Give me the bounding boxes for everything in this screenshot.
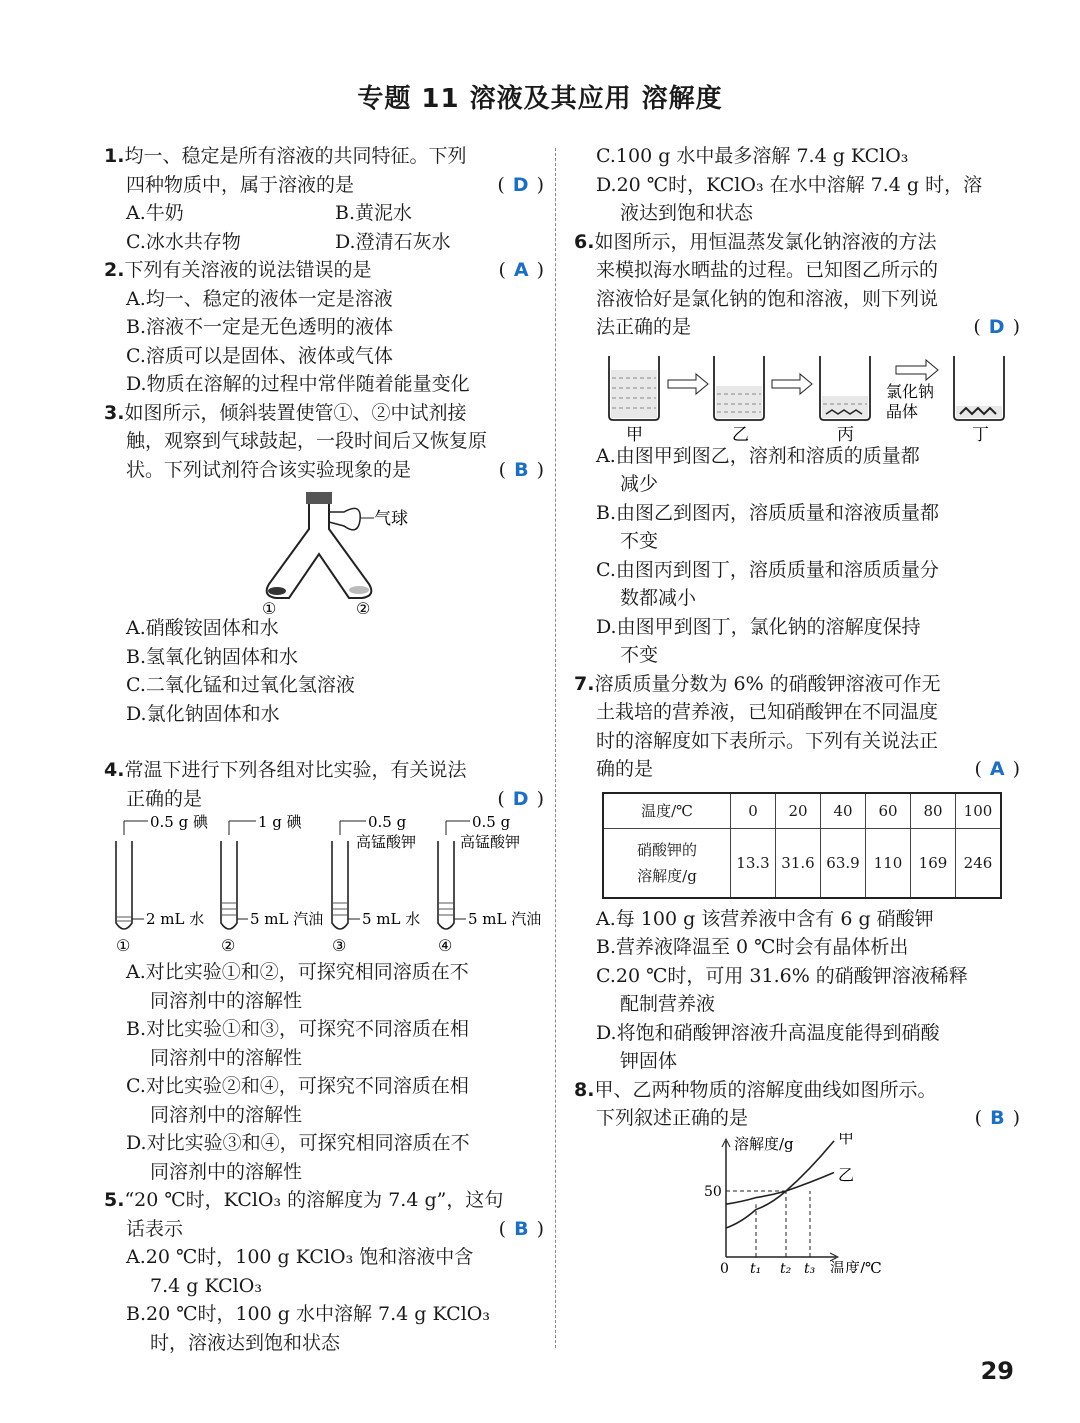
question-1 [104,142,544,256]
option-b-line1: B.由图乙到图丙，溶质质量和溶液质量都 [596,501,940,524]
option-c-line1: C.20 ℃时，可用 31.6% 的硝酸钾溶液稀释 [596,964,968,987]
option-b-line2: 不变 [620,530,659,552]
origin-label: 0 [720,1260,729,1273]
question-3 [104,399,544,729]
table-header-line2: 溶解度/g [637,866,697,885]
beaker-jia [609,356,659,442]
option-a-line1: A.由图甲到图乙，溶剂和溶质的质量都 [596,444,920,467]
x-tick-label: t₂ [780,1260,792,1273]
tube2-label: ② [356,599,371,614]
table-cell: 80 [911,793,956,829]
beaker-ding-label: 丁 [972,424,989,442]
answer-letter: B [514,1217,529,1240]
y-tube-outline [267,504,372,598]
x-tick-label: t₁ [750,1260,762,1273]
option-c-line2: 数都减小 [620,587,697,609]
stem-line: 下列叙述正确的是 [596,1107,749,1129]
stopper-icon [306,492,332,504]
beaker-ding [954,356,1004,442]
table-cell: 60 [866,793,911,829]
answer-letter: D [512,787,529,810]
arrow-icon [772,374,812,394]
solubility-curve-chart [574,1133,1020,1273]
question-number: 3. [104,401,125,424]
option-d-line2: 同溶剂中的溶解性 [150,1160,303,1183]
stem-line: 下列有关溶液的说法错误的是 [124,259,372,281]
tube2-top-label: 1 g 碘 [258,813,302,831]
y-tube-diagram [104,484,544,614]
stem-line: “20 ℃时，KClO₃ 的溶解度为 7.4 g”，这句 [124,1189,504,1211]
option-a: A.牛奶 [126,202,184,224]
table-row [603,793,1001,829]
series-label: 乙 [838,1165,855,1185]
y-tick-label: 50 [704,1183,722,1200]
tube-1 [116,813,209,955]
table-cell: 20 [776,793,821,829]
tube1-number: ① [116,936,131,955]
table-header: 温度/℃ [603,793,731,829]
answer-letter: B [990,1107,1005,1129]
tube4-top-label2: 高锰酸钾 [460,833,521,851]
table-cell: 0 [731,793,776,829]
beaker-yi-label: 乙 [732,424,749,442]
question-number: 8. [574,1078,595,1101]
tube4-number: ④ [438,936,453,955]
option-c-line1: C.由图丙到图丁，溶质质量和溶质质量分 [596,558,939,581]
answer-bracket: ( D ) [497,173,544,196]
question-number: 6. [574,230,595,253]
question-5 [104,1186,544,1357]
stem-line: 话表示 [126,1217,184,1240]
option-b: B.黄泥水 [335,202,413,224]
question-number: 5. [104,1189,125,1211]
beaker-bing [820,356,870,442]
option-a-line1: A.每 100 g 该营养液中含有 6 g 硝酸钾 [596,907,934,930]
option-b-line1: B.20 ℃时，100 g 水中溶解 7.4 g KClO₃ [126,1303,490,1325]
option-d: D.澄清石灰水 [335,230,451,253]
arrow-icon [896,360,938,380]
beaker-jia-label: 甲 [626,424,643,442]
table-cell: 63.9 [821,828,866,898]
tube3-top-label2: 高锰酸钾 [356,833,417,851]
question-8 [574,1076,1020,1273]
x-axis-label: 温度/℃ [830,1258,882,1273]
stem-line: 四种物质中，属于溶液的是 [126,173,355,196]
tube2-liquid [349,586,369,594]
table-cell: 100 [956,793,1002,829]
x-tick-label: t₃ [804,1260,816,1273]
evaporation-figure [574,342,1020,442]
crystal-label-line2: 晶体 [886,401,919,421]
column-divider [555,148,556,1348]
question-number: 1. [104,145,125,167]
tube1-solid [268,587,286,595]
tube4-bottom-label: 5 mL 汽油 [468,910,542,928]
question-2 [104,256,544,399]
right-column [574,142,1020,1273]
test-tubes-diagram [104,813,549,958]
answer-letter: B [514,458,529,481]
left-column [104,142,544,1357]
option-c-line1: C.对比实验②和④，可探究不同溶质在相 [126,1075,469,1097]
answer-bracket: ( D ) [497,787,544,810]
stem-line: 如图所示，倾斜装置使管①、②中试剂接 [124,401,467,424]
option-c-line2: 配制营养液 [620,993,716,1015]
option-d-line1: D.将饱和硝酸钾溶液升高温度能得到硝酸 [596,1021,940,1044]
option-b-line2: 时，溶液达到饱和状态 [150,1331,341,1354]
answer-letter: A [513,259,529,281]
option-a-line2: 同溶剂中的溶解性 [150,989,303,1012]
option-c: C.二氧化锰和过氧化氢溶液 [126,674,355,696]
table-cell: 169 [911,828,956,898]
stem-line: 时的溶解度如下表所示。下列有关说法正 [596,729,939,752]
option-a-line1: A.对比实验①和②，可探究相同溶质在不 [126,961,469,983]
stem-line: 溶质质量分数为 6% 的硝酸钾溶液可作无 [594,672,941,695]
question-number: 2. [104,259,125,281]
page-title: 专题 11 溶液及其应用 溶解度 [357,84,723,114]
tube1-bottom-label: 2 mL 水 [146,910,205,928]
stem-line: 均一、稳定是所有溶液的共同特征。下列 [124,145,467,167]
table-cell: 31.6 [776,828,821,898]
option-d: D.氯化钠固体和水 [126,702,280,725]
stem-line: 状。下列试剂符合该实验现象的是 [126,458,412,481]
balloon-icon [329,508,360,529]
beaker-yi [714,356,764,442]
tube2-number: ② [221,936,236,955]
crystal-label-line1: 氯化钠 [886,381,935,401]
tube3-top-label: 0.5 g [368,813,407,831]
tube-4 [438,813,541,955]
stem-line: 正确的是 [126,787,203,810]
evaporation-diagram [574,342,1020,442]
option-a-line2: 7.4 g KClO₃ [150,1274,262,1297]
test-tubes-figure [104,813,544,958]
question-number: 4. [104,759,125,781]
tube3-number: ③ [332,936,347,955]
tube2-bottom-label: 5 mL 汽油 [250,910,324,928]
option-d: D.物质在溶解的过程中常伴随着能量变化 [126,373,470,395]
option-a: A.硝酸铵固体和水 [126,617,279,639]
option-b: B.溶液不一定是无色透明的液体 [126,316,394,338]
tube1-top-label: 0.5 g 碘 [150,813,208,831]
option-d-line2: 钾固体 [620,1050,678,1072]
tube1-label: ① [262,599,277,614]
table-cell: 40 [821,793,866,829]
question-4 [104,756,544,1186]
tube-3 [332,813,420,955]
y-axis-label: 溶解度/g [734,1134,794,1153]
table-row [603,828,1001,898]
option-d-line2: 不变 [620,644,659,666]
table-header-line1: 硝酸钾的 [636,840,697,859]
option-b-line1: B.营养液降温至 0 ℃时会有晶体析出 [596,936,909,958]
series-line-yi [726,1172,834,1204]
tube-2 [221,813,323,955]
tube4-top-label: 0.5 g [472,813,511,831]
page-number: 29 [980,1357,1014,1385]
answer-bracket: ( D ) [973,316,1020,338]
option-b-line1: B.对比实验①和③，可探究不同溶质在相 [126,1018,470,1040]
answer-bracket: ( A ) [498,259,544,281]
answer-letter: D [512,173,529,196]
stem-line: 土栽培的营养液，已知硝酸钾在不同温度 [596,701,939,723]
stem-line: 来模拟海水晒盐的过程。已知图乙所示的 [596,259,939,281]
option-b-line2: 同溶剂中的溶解性 [150,1046,303,1069]
option-a-line1: A.20 ℃时，100 g KClO₃ 饱和溶液中含 [126,1246,474,1268]
question-5-continued [574,142,1020,228]
stem-line: 常温下进行下列各组对比实验，有关说法 [124,759,467,781]
option-d-line2: 液达到饱和状态 [620,202,754,224]
stem-line: 甲、乙两种物质的溶解度曲线如图所示。 [594,1078,937,1101]
solubility-table [602,792,1002,899]
series-label: 甲 [838,1132,855,1147]
option-b: B.氢氧化钠固体和水 [126,645,299,668]
beaker-bing-label: 丙 [837,424,854,442]
option-c-line2: 同溶剂中的溶解性 [150,1103,303,1126]
table-cell: 246 [956,828,1002,898]
answer-bracket: ( B ) [498,458,544,481]
table-cell: 13.3 [731,828,776,898]
y-tube-figure [104,484,544,614]
answer-letter: D [988,316,1005,338]
stem-line: 触，观察到气球鼓起，一段时间后又恢复原 [126,430,488,452]
option-a: A.均一、稳定的液体一定是溶液 [126,287,393,310]
question-number: 7. [574,672,595,695]
option-c: C.溶质可以是固体、液体或气体 [126,344,393,367]
series-line-jia [726,1140,834,1227]
option-d-line1: D.由图甲到图丁，氯化钠的溶解度保持 [596,615,921,638]
question-6 [574,228,1020,670]
table-header [603,828,731,898]
arrow-icon [668,374,708,394]
solubility-curve-figure [574,1133,1020,1273]
option-c-line1: C.100 g 水中最多溶解 7.4 g KClO₃ [596,145,909,167]
stem-line: 如图所示，用恒温蒸发氯化钠溶液的方法 [594,230,937,253]
balloon-label: 气球 [374,509,408,529]
stem-line: 法正确的是 [596,316,692,338]
answer-bracket: ( A ) [974,758,1020,780]
tube3-bottom-label: 5 mL 水 [362,910,421,928]
answer-letter: A [989,758,1005,780]
stem-line: 确的是 [596,758,654,780]
option-a-line2: 减少 [620,473,659,495]
answer-bracket: ( B ) [974,1107,1020,1129]
option-d-line1: D.对比实验③和④，可探究相同溶质在不 [126,1132,470,1154]
answer-bracket: ( B ) [498,1217,544,1240]
table-cell: 110 [866,828,911,898]
option-d-line1: D.20 ℃时，KClO₃ 在水中溶解 7.4 g 时，溶 [596,173,983,196]
option-c: C.冰水共存物 [126,230,241,253]
stem-line: 溶液恰好是氯化钠的饱和溶液，则下列说 [596,287,939,310]
question-7 [574,670,1020,1076]
